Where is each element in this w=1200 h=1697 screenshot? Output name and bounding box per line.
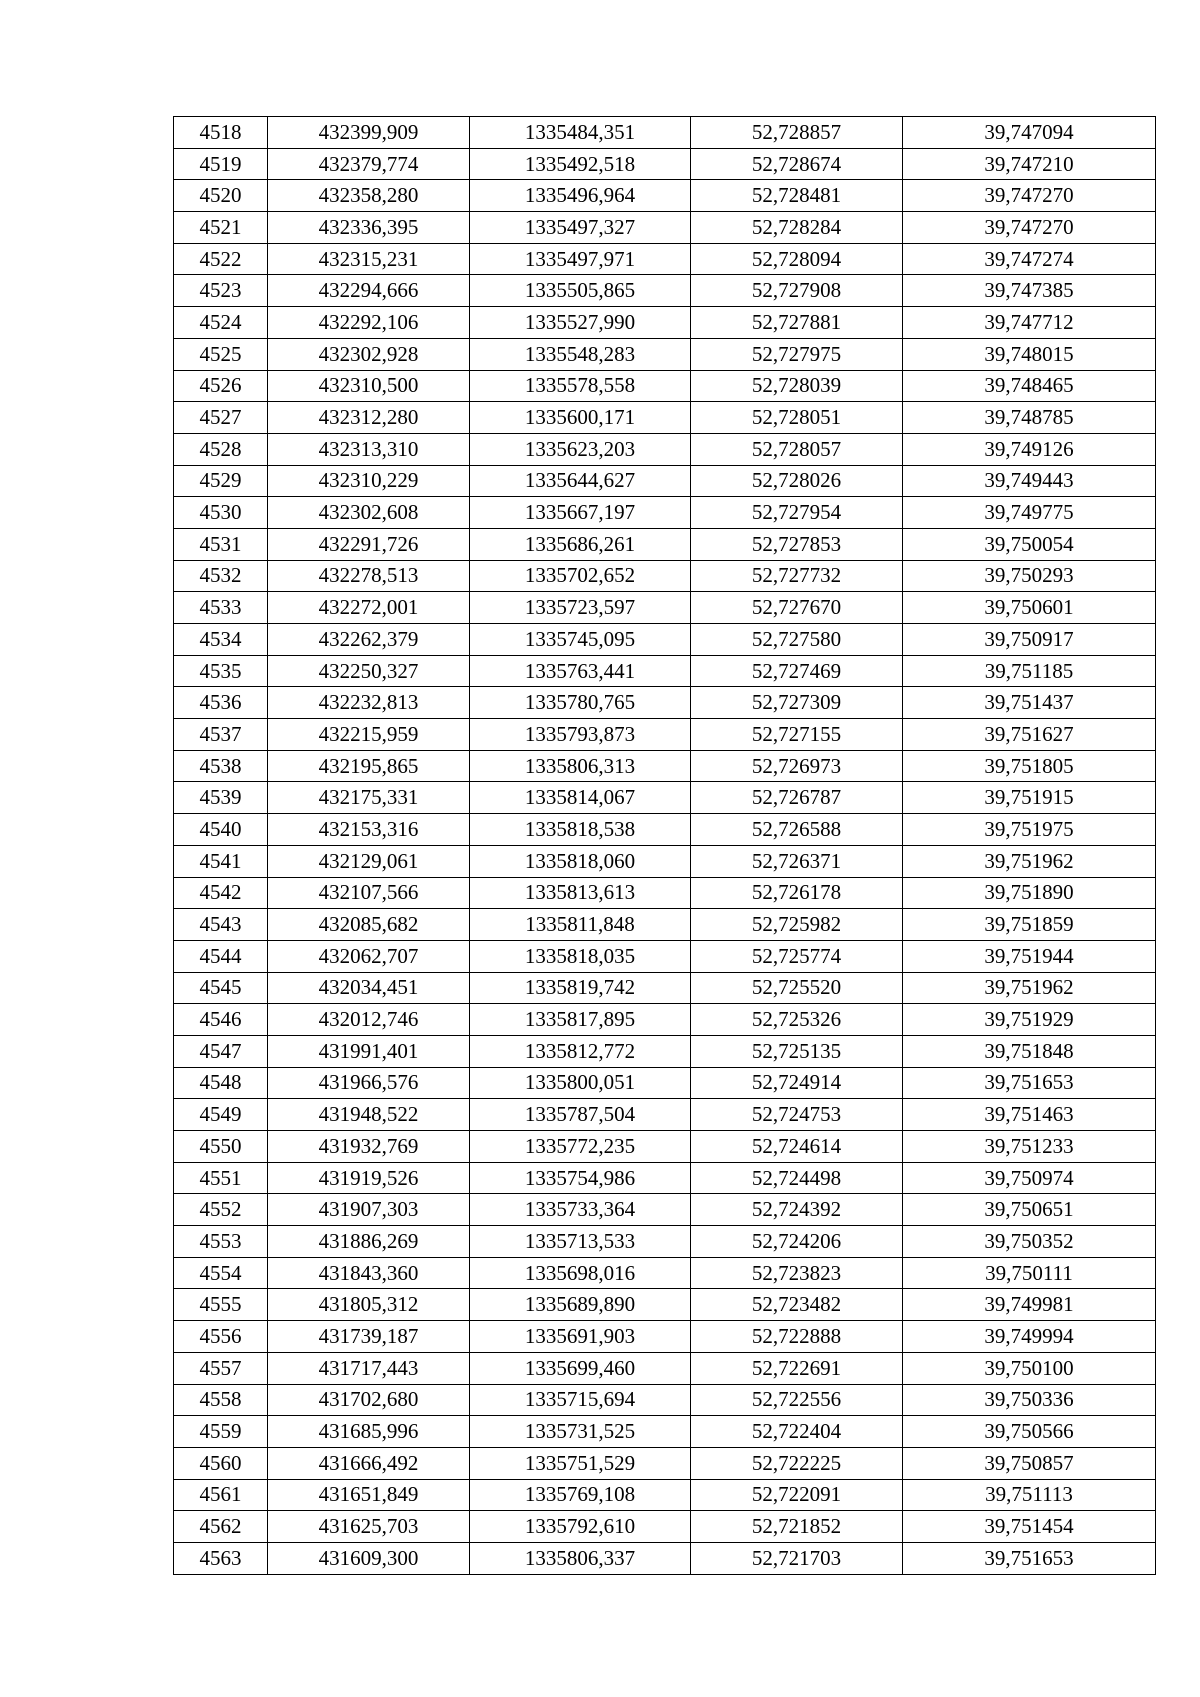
y-coordinate-cell: 1335497,327	[470, 212, 691, 244]
table-row	[174, 148, 1156, 180]
x-coordinate-cell: 431739,187	[268, 1321, 470, 1353]
latitude-cell: 52,725326	[691, 1004, 903, 1036]
table-row	[174, 180, 1156, 212]
latitude-cell: 52,725982	[691, 909, 903, 941]
x-coordinate-cell: 432012,746	[268, 1004, 470, 1036]
y-coordinate-cell: 1335686,261	[470, 528, 691, 560]
point-number-cell: 4532	[174, 560, 268, 592]
point-number-cell: 4534	[174, 624, 268, 656]
table-row	[174, 940, 1156, 972]
table-row	[174, 433, 1156, 465]
x-coordinate-cell: 431717,443	[268, 1352, 470, 1384]
x-coordinate-cell: 431625,703	[268, 1511, 470, 1543]
longitude-cell: 39,748785	[903, 402, 1156, 434]
longitude-cell: 39,750336	[903, 1384, 1156, 1416]
point-number-cell: 4553	[174, 1226, 268, 1258]
y-coordinate-cell: 1335793,873	[470, 719, 691, 751]
x-coordinate-cell: 431948,522	[268, 1099, 470, 1131]
y-coordinate-cell: 1335715,694	[470, 1384, 691, 1416]
x-coordinate-cell: 432272,001	[268, 592, 470, 624]
point-number-cell: 4562	[174, 1511, 268, 1543]
latitude-cell: 52,728481	[691, 180, 903, 212]
x-coordinate-cell: 431805,312	[268, 1289, 470, 1321]
latitude-cell: 52,727670	[691, 592, 903, 624]
table-row	[174, 782, 1156, 814]
x-coordinate-cell: 432215,959	[268, 719, 470, 751]
latitude-cell: 52,726178	[691, 877, 903, 909]
longitude-cell: 39,751653	[903, 1067, 1156, 1099]
table-row	[174, 1321, 1156, 1353]
longitude-cell: 39,751944	[903, 940, 1156, 972]
y-coordinate-cell: 1335644,627	[470, 465, 691, 497]
y-coordinate-cell: 1335484,351	[470, 117, 691, 149]
y-coordinate-cell: 1335733,364	[470, 1194, 691, 1226]
table-row	[174, 1131, 1156, 1163]
table-row	[174, 624, 1156, 656]
longitude-cell: 39,750111	[903, 1257, 1156, 1289]
latitude-cell: 52,727732	[691, 560, 903, 592]
x-coordinate-cell: 432291,726	[268, 528, 470, 560]
longitude-cell: 39,747094	[903, 117, 1156, 149]
y-coordinate-cell: 1335731,525	[470, 1416, 691, 1448]
longitude-cell: 39,751962	[903, 845, 1156, 877]
table-row	[174, 1226, 1156, 1258]
x-coordinate-cell: 431907,303	[268, 1194, 470, 1226]
x-coordinate-cell: 432310,500	[268, 370, 470, 402]
table-row	[174, 972, 1156, 1004]
table-row	[174, 1479, 1156, 1511]
longitude-cell: 39,747274	[903, 243, 1156, 275]
x-coordinate-cell: 432379,774	[268, 148, 470, 180]
point-number-cell: 4542	[174, 877, 268, 909]
table-row	[174, 528, 1156, 560]
point-number-cell: 4535	[174, 655, 268, 687]
longitude-cell: 39,751962	[903, 972, 1156, 1004]
x-coordinate-cell: 431991,401	[268, 1035, 470, 1067]
latitude-cell: 52,725774	[691, 940, 903, 972]
y-coordinate-cell: 1335548,283	[470, 338, 691, 370]
point-number-cell: 4539	[174, 782, 268, 814]
x-coordinate-cell: 431932,769	[268, 1131, 470, 1163]
longitude-cell: 39,748015	[903, 338, 1156, 370]
y-coordinate-cell: 1335723,597	[470, 592, 691, 624]
table-row	[174, 1511, 1156, 1543]
x-coordinate-cell: 431702,680	[268, 1384, 470, 1416]
longitude-cell: 39,751463	[903, 1099, 1156, 1131]
latitude-cell: 52,722225	[691, 1447, 903, 1479]
table-row	[174, 1099, 1156, 1131]
longitude-cell: 39,750100	[903, 1352, 1156, 1384]
y-coordinate-cell: 1335818,538	[470, 814, 691, 846]
point-number-cell: 4556	[174, 1321, 268, 1353]
x-coordinate-cell: 432232,813	[268, 687, 470, 719]
longitude-cell: 39,750566	[903, 1416, 1156, 1448]
x-coordinate-cell: 431843,360	[268, 1257, 470, 1289]
longitude-cell: 39,749126	[903, 433, 1156, 465]
latitude-cell: 52,727580	[691, 624, 903, 656]
longitude-cell: 39,751653	[903, 1542, 1156, 1574]
x-coordinate-cell: 432175,331	[268, 782, 470, 814]
latitude-cell: 52,727853	[691, 528, 903, 560]
point-number-cell: 4554	[174, 1257, 268, 1289]
point-number-cell: 4521	[174, 212, 268, 244]
y-coordinate-cell: 1335806,313	[470, 750, 691, 782]
longitude-cell: 39,751113	[903, 1479, 1156, 1511]
longitude-cell: 39,751454	[903, 1511, 1156, 1543]
y-coordinate-cell: 1335496,964	[470, 180, 691, 212]
latitude-cell: 52,728026	[691, 465, 903, 497]
point-number-cell: 4550	[174, 1131, 268, 1163]
x-coordinate-cell: 432034,451	[268, 972, 470, 1004]
latitude-cell: 52,728094	[691, 243, 903, 275]
longitude-cell: 39,751929	[903, 1004, 1156, 1036]
table-row	[174, 1352, 1156, 1384]
y-coordinate-cell: 1335702,652	[470, 560, 691, 592]
point-number-cell: 4519	[174, 148, 268, 180]
point-number-cell: 4526	[174, 370, 268, 402]
x-coordinate-cell: 432292,106	[268, 307, 470, 339]
x-coordinate-cell: 431919,526	[268, 1162, 470, 1194]
y-coordinate-cell: 1335492,518	[470, 148, 691, 180]
x-coordinate-cell: 432294,666	[268, 275, 470, 307]
latitude-cell: 52,722091	[691, 1479, 903, 1511]
y-coordinate-cell: 1335754,986	[470, 1162, 691, 1194]
longitude-cell: 39,751890	[903, 877, 1156, 909]
table-row	[174, 1194, 1156, 1226]
latitude-cell: 52,727881	[691, 307, 903, 339]
point-number-cell: 4548	[174, 1067, 268, 1099]
latitude-cell: 52,727975	[691, 338, 903, 370]
latitude-cell: 52,724753	[691, 1099, 903, 1131]
y-coordinate-cell: 1335497,971	[470, 243, 691, 275]
table-row	[174, 1289, 1156, 1321]
longitude-cell: 39,747270	[903, 180, 1156, 212]
latitude-cell: 52,726371	[691, 845, 903, 877]
table-row	[174, 338, 1156, 370]
point-number-cell: 4557	[174, 1352, 268, 1384]
coordinates-table-body	[174, 117, 1156, 1575]
coordinates-table	[173, 116, 1156, 1575]
latitude-cell: 52,728051	[691, 402, 903, 434]
y-coordinate-cell: 1335745,095	[470, 624, 691, 656]
x-coordinate-cell: 432399,909	[268, 117, 470, 149]
x-coordinate-cell: 431886,269	[268, 1226, 470, 1258]
y-coordinate-cell: 1335689,890	[470, 1289, 691, 1321]
longitude-cell: 39,751437	[903, 687, 1156, 719]
point-number-cell: 4536	[174, 687, 268, 719]
table-row	[174, 465, 1156, 497]
point-number-cell: 4522	[174, 243, 268, 275]
point-number-cell: 4546	[174, 1004, 268, 1036]
point-number-cell: 4533	[174, 592, 268, 624]
point-number-cell: 4529	[174, 465, 268, 497]
x-coordinate-cell: 432358,280	[268, 180, 470, 212]
longitude-cell: 39,751848	[903, 1035, 1156, 1067]
table-row	[174, 275, 1156, 307]
table-row	[174, 1257, 1156, 1289]
point-number-cell: 4543	[174, 909, 268, 941]
table-row	[174, 370, 1156, 402]
latitude-cell: 52,723823	[691, 1257, 903, 1289]
table-row	[174, 1416, 1156, 1448]
longitude-cell: 39,750293	[903, 560, 1156, 592]
x-coordinate-cell: 432250,327	[268, 655, 470, 687]
x-coordinate-cell: 432278,513	[268, 560, 470, 592]
latitude-cell: 52,727954	[691, 497, 903, 529]
x-coordinate-cell: 431651,849	[268, 1479, 470, 1511]
x-coordinate-cell: 432336,395	[268, 212, 470, 244]
x-coordinate-cell: 432062,707	[268, 940, 470, 972]
longitude-cell: 39,747270	[903, 212, 1156, 244]
table-row	[174, 845, 1156, 877]
point-number-cell: 4552	[174, 1194, 268, 1226]
y-coordinate-cell: 1335780,765	[470, 687, 691, 719]
y-coordinate-cell: 1335667,197	[470, 497, 691, 529]
longitude-cell: 39,751915	[903, 782, 1156, 814]
x-coordinate-cell: 431609,300	[268, 1542, 470, 1574]
latitude-cell: 52,726588	[691, 814, 903, 846]
x-coordinate-cell: 432310,229	[268, 465, 470, 497]
point-number-cell: 4518	[174, 117, 268, 149]
point-number-cell: 4524	[174, 307, 268, 339]
table-row	[174, 560, 1156, 592]
x-coordinate-cell: 431966,576	[268, 1067, 470, 1099]
table-row	[174, 212, 1156, 244]
y-coordinate-cell: 1335818,035	[470, 940, 691, 972]
longitude-cell: 39,750651	[903, 1194, 1156, 1226]
latitude-cell: 52,724914	[691, 1067, 903, 1099]
latitude-cell: 52,728284	[691, 212, 903, 244]
y-coordinate-cell: 1335698,016	[470, 1257, 691, 1289]
point-number-cell: 4523	[174, 275, 268, 307]
y-coordinate-cell: 1335811,848	[470, 909, 691, 941]
longitude-cell: 39,749994	[903, 1321, 1156, 1353]
point-number-cell: 4528	[174, 433, 268, 465]
latitude-cell: 52,724614	[691, 1131, 903, 1163]
x-coordinate-cell: 432129,061	[268, 845, 470, 877]
longitude-cell: 39,751185	[903, 655, 1156, 687]
longitude-cell: 39,749775	[903, 497, 1156, 529]
latitude-cell: 52,728039	[691, 370, 903, 402]
y-coordinate-cell: 1335818,060	[470, 845, 691, 877]
y-coordinate-cell: 1335769,108	[470, 1479, 691, 1511]
longitude-cell: 39,751805	[903, 750, 1156, 782]
point-number-cell: 4560	[174, 1447, 268, 1479]
y-coordinate-cell: 1335787,504	[470, 1099, 691, 1131]
x-coordinate-cell: 432315,231	[268, 243, 470, 275]
y-coordinate-cell: 1335751,529	[470, 1447, 691, 1479]
y-coordinate-cell: 1335713,533	[470, 1226, 691, 1258]
table-row	[174, 1035, 1156, 1067]
longitude-cell: 39,750601	[903, 592, 1156, 624]
y-coordinate-cell: 1335699,460	[470, 1352, 691, 1384]
longitude-cell: 39,750974	[903, 1162, 1156, 1194]
latitude-cell: 52,726787	[691, 782, 903, 814]
y-coordinate-cell: 1335772,235	[470, 1131, 691, 1163]
point-number-cell: 4558	[174, 1384, 268, 1416]
latitude-cell: 52,727155	[691, 719, 903, 751]
latitude-cell: 52,725520	[691, 972, 903, 1004]
point-number-cell: 4561	[174, 1479, 268, 1511]
y-coordinate-cell: 1335578,558	[470, 370, 691, 402]
table-row	[174, 814, 1156, 846]
x-coordinate-cell: 432313,310	[268, 433, 470, 465]
x-coordinate-cell: 432302,608	[268, 497, 470, 529]
point-number-cell: 4559	[174, 1416, 268, 1448]
point-number-cell: 4520	[174, 180, 268, 212]
latitude-cell: 52,726973	[691, 750, 903, 782]
table-row	[174, 1004, 1156, 1036]
y-coordinate-cell: 1335817,895	[470, 1004, 691, 1036]
table-row	[174, 750, 1156, 782]
point-number-cell: 4563	[174, 1542, 268, 1574]
x-coordinate-cell: 431685,996	[268, 1416, 470, 1448]
x-coordinate-cell: 432195,865	[268, 750, 470, 782]
longitude-cell: 39,747712	[903, 307, 1156, 339]
y-coordinate-cell: 1335527,990	[470, 307, 691, 339]
table-row	[174, 117, 1156, 149]
point-number-cell: 4541	[174, 845, 268, 877]
point-number-cell: 4545	[174, 972, 268, 1004]
y-coordinate-cell: 1335813,613	[470, 877, 691, 909]
table-row	[174, 592, 1156, 624]
latitude-cell: 52,727469	[691, 655, 903, 687]
longitude-cell: 39,750352	[903, 1226, 1156, 1258]
point-number-cell: 4538	[174, 750, 268, 782]
latitude-cell: 52,727309	[691, 687, 903, 719]
y-coordinate-cell: 1335600,171	[470, 402, 691, 434]
longitude-cell: 39,751233	[903, 1131, 1156, 1163]
y-coordinate-cell: 1335806,337	[470, 1542, 691, 1574]
latitude-cell: 52,722556	[691, 1384, 903, 1416]
latitude-cell: 52,728057	[691, 433, 903, 465]
table-row	[174, 402, 1156, 434]
y-coordinate-cell: 1335814,067	[470, 782, 691, 814]
table-row	[174, 243, 1156, 275]
x-coordinate-cell: 432085,682	[268, 909, 470, 941]
longitude-cell: 39,750857	[903, 1447, 1156, 1479]
table-row	[174, 1447, 1156, 1479]
latitude-cell: 52,725135	[691, 1035, 903, 1067]
latitude-cell: 52,721703	[691, 1542, 903, 1574]
x-coordinate-cell: 432107,566	[268, 877, 470, 909]
latitude-cell: 52,723482	[691, 1289, 903, 1321]
latitude-cell: 52,724206	[691, 1226, 903, 1258]
y-coordinate-cell: 1335691,903	[470, 1321, 691, 1353]
latitude-cell: 52,721852	[691, 1511, 903, 1543]
table-row	[174, 687, 1156, 719]
longitude-cell: 39,747210	[903, 148, 1156, 180]
table-row	[174, 1162, 1156, 1194]
point-number-cell: 4537	[174, 719, 268, 751]
y-coordinate-cell: 1335763,441	[470, 655, 691, 687]
longitude-cell: 39,750917	[903, 624, 1156, 656]
y-coordinate-cell: 1335812,772	[470, 1035, 691, 1067]
longitude-cell: 39,748465	[903, 370, 1156, 402]
longitude-cell: 39,747385	[903, 275, 1156, 307]
longitude-cell: 39,750054	[903, 528, 1156, 560]
y-coordinate-cell: 1335623,203	[470, 433, 691, 465]
longitude-cell: 39,749443	[903, 465, 1156, 497]
point-number-cell: 4531	[174, 528, 268, 560]
x-coordinate-cell: 431666,492	[268, 1447, 470, 1479]
table-row	[174, 877, 1156, 909]
point-number-cell: 4540	[174, 814, 268, 846]
x-coordinate-cell: 432262,379	[268, 624, 470, 656]
latitude-cell: 52,728674	[691, 148, 903, 180]
latitude-cell: 52,722691	[691, 1352, 903, 1384]
latitude-cell: 52,724498	[691, 1162, 903, 1194]
x-coordinate-cell: 432302,928	[268, 338, 470, 370]
point-number-cell: 4544	[174, 940, 268, 972]
table-row	[174, 655, 1156, 687]
point-number-cell: 4527	[174, 402, 268, 434]
point-number-cell: 4549	[174, 1099, 268, 1131]
point-number-cell: 4547	[174, 1035, 268, 1067]
longitude-cell: 39,751975	[903, 814, 1156, 846]
latitude-cell: 52,722888	[691, 1321, 903, 1353]
y-coordinate-cell: 1335800,051	[470, 1067, 691, 1099]
latitude-cell: 52,727908	[691, 275, 903, 307]
y-coordinate-cell: 1335819,742	[470, 972, 691, 1004]
point-number-cell: 4525	[174, 338, 268, 370]
y-coordinate-cell: 1335505,865	[470, 275, 691, 307]
latitude-cell: 52,728857	[691, 117, 903, 149]
table-row	[174, 909, 1156, 941]
x-coordinate-cell: 432312,280	[268, 402, 470, 434]
longitude-cell: 39,749981	[903, 1289, 1156, 1321]
x-coordinate-cell: 432153,316	[268, 814, 470, 846]
point-number-cell: 4530	[174, 497, 268, 529]
point-number-cell: 4551	[174, 1162, 268, 1194]
point-number-cell: 4555	[174, 1289, 268, 1321]
table-row	[174, 307, 1156, 339]
table-row	[174, 719, 1156, 751]
table-row	[174, 1067, 1156, 1099]
latitude-cell: 52,724392	[691, 1194, 903, 1226]
longitude-cell: 39,751627	[903, 719, 1156, 751]
table-row	[174, 497, 1156, 529]
table-row	[174, 1384, 1156, 1416]
longitude-cell: 39,751859	[903, 909, 1156, 941]
y-coordinate-cell: 1335792,610	[470, 1511, 691, 1543]
latitude-cell: 52,722404	[691, 1416, 903, 1448]
table-row	[174, 1542, 1156, 1574]
